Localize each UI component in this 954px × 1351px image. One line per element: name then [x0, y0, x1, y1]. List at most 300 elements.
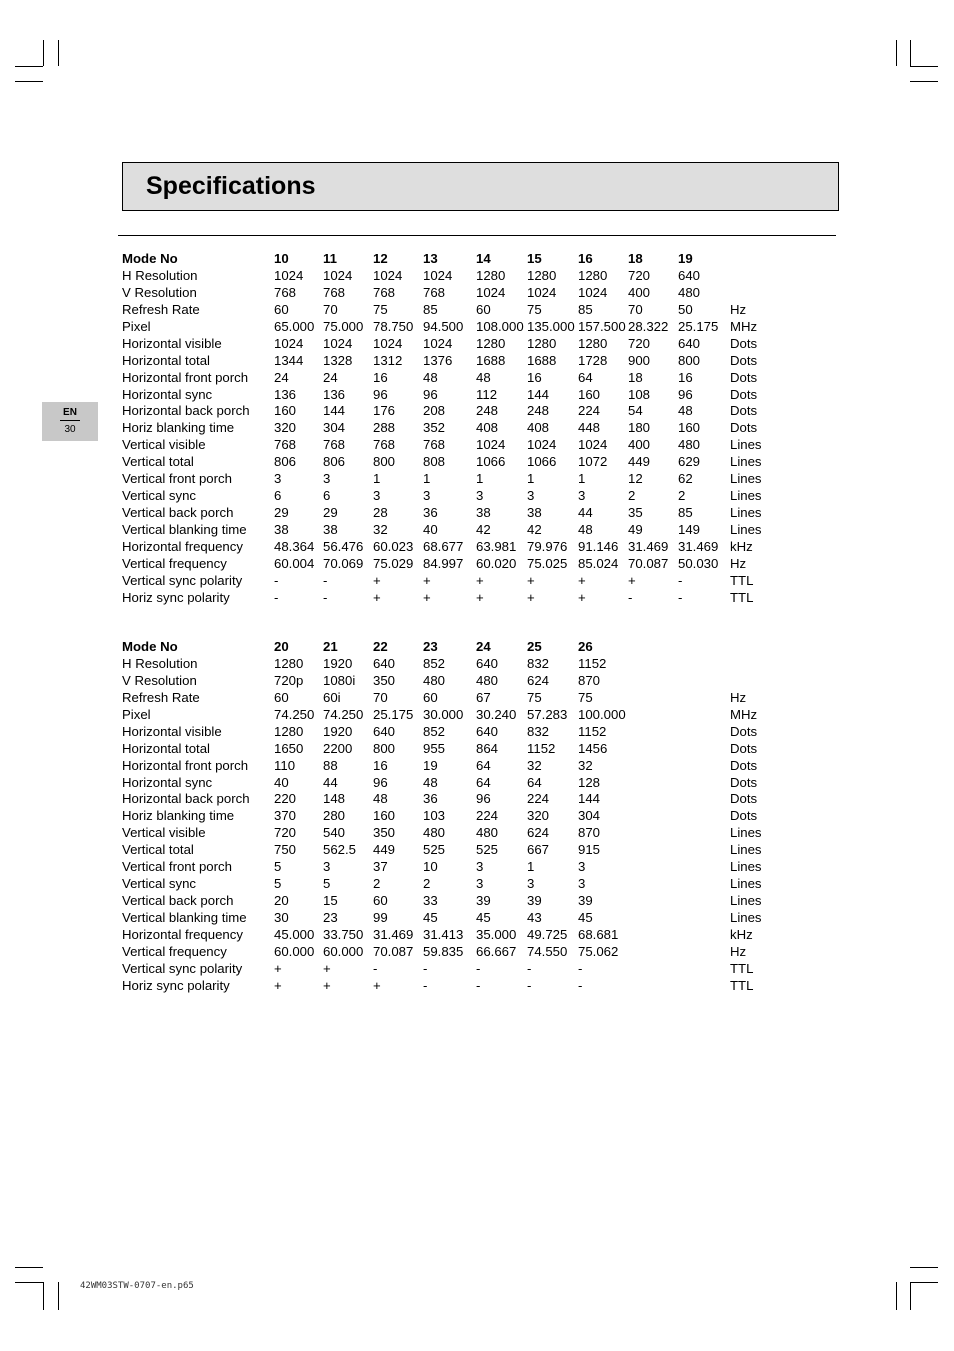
table-cell: 39 [476, 893, 491, 909]
table-cell: 6 [274, 488, 282, 504]
table-cell: 408 [476, 420, 499, 436]
table-cell: 852 [423, 723, 446, 739]
crop-mark [910, 66, 938, 67]
table-cell: 750 [274, 842, 297, 858]
table-cell: - [678, 589, 683, 605]
table-cell: 39 [527, 893, 542, 909]
table-cell: 60.000 [323, 943, 364, 959]
table-cell: + [323, 960, 331, 976]
table-cell: 1920 [323, 723, 353, 739]
table-cell: 1 [373, 471, 381, 487]
table-cell: 75 [527, 689, 542, 705]
row-label: Vertical back porch [122, 893, 234, 909]
table-cell: 31.413 [423, 926, 464, 942]
table-cell: 720 [274, 825, 297, 841]
table-cell: 38 [323, 522, 338, 537]
table-cell: 50.030 [678, 555, 719, 571]
table-cell: 1280 [274, 655, 304, 671]
table-cell: - [578, 960, 583, 976]
table-cell: 624 [527, 825, 550, 841]
unit-label: Lines [730, 522, 762, 537]
table-cell: 33.750 [323, 926, 364, 942]
crop-mark [15, 1267, 43, 1268]
table-cell: 768 [323, 437, 346, 453]
table-cell: 103 [423, 808, 446, 824]
table-cell: 1024 [373, 267, 403, 283]
unit-label: Lines [730, 893, 762, 909]
table-cell: 74.250 [274, 706, 315, 722]
row-label: Vertical visible [122, 825, 206, 841]
table-cell: 75 [578, 689, 593, 705]
table-cell: 1152 [527, 740, 556, 756]
table-cell: 44 [323, 774, 338, 790]
table-cell: 36 [423, 791, 438, 807]
table-cell: 32 [527, 757, 542, 773]
table-cell: 96 [373, 774, 388, 790]
table-cell: 176 [373, 403, 396, 419]
mode-number: 15 [527, 251, 542, 266]
unit-label: Dots [730, 386, 758, 402]
table-cell: 54 [628, 403, 643, 419]
table-cell: 62 [678, 471, 693, 487]
table-cell: 3 [476, 859, 484, 875]
table-cell: 37 [373, 859, 388, 875]
crop-mark [15, 1282, 43, 1283]
divider [118, 235, 836, 236]
table-cell: - [628, 589, 633, 605]
table-cell: 96 [678, 386, 693, 402]
table-cell: 99 [373, 910, 388, 925]
row-label: Horizontal frequency [122, 538, 243, 554]
row-label: H Resolution [122, 267, 198, 283]
table-cell: 23 [323, 910, 338, 925]
table-cell: 91.146 [578, 538, 619, 554]
row-label: Horiz blanking time [122, 420, 235, 436]
table-cell: 1024 [274, 335, 304, 351]
table-cell: + [274, 977, 282, 993]
table-cell: 350 [373, 825, 396, 841]
table-cell: + [423, 572, 431, 588]
table-cell: 1024 [323, 335, 353, 351]
table-cell: 48 [423, 774, 438, 790]
table-cell: 768 [423, 284, 446, 300]
unit-label: Lines [730, 454, 762, 470]
crop-mark [910, 1267, 938, 1268]
table-cell: 5 [323, 876, 331, 892]
crop-mark [43, 40, 44, 66]
table-cell: 96 [476, 791, 491, 807]
table-cell: 1280 [527, 335, 557, 351]
table-cell: 108 [628, 386, 651, 402]
table-cell: 5 [274, 859, 282, 875]
table-cell: + [527, 589, 535, 605]
unit-label: Dots [730, 740, 758, 756]
table-cell: - [527, 960, 532, 976]
table-cell: 1024 [423, 267, 453, 283]
row-label: Vertical blanking time [122, 522, 247, 537]
table-cell: 562.5 [323, 842, 357, 858]
unit-label: TTL [730, 589, 754, 605]
language-code: EN [63, 407, 77, 418]
table-cell: 1344 [274, 352, 304, 368]
table-cell: 449 [628, 454, 651, 470]
table-cell: 60.000 [274, 943, 315, 959]
table-cell: 1024 [476, 284, 506, 300]
table-cell: 800 [373, 740, 396, 756]
table-cell: 304 [578, 808, 601, 824]
table-cell: 540 [323, 825, 346, 841]
table-cell: 1280 [578, 267, 608, 283]
table-cell: 2 [678, 488, 686, 504]
table-cell: 1072 [578, 454, 608, 470]
row-label: Horizontal visible [122, 335, 222, 351]
table-cell: 35 [628, 505, 643, 521]
divider [60, 420, 80, 421]
table-cell: 64 [578, 369, 593, 385]
table-cell: 79.976 [527, 538, 568, 554]
table-cell: 50 [678, 301, 693, 317]
table-cell: 85 [423, 301, 438, 317]
table-cell: 1 [423, 471, 431, 487]
table-cell: 70 [373, 689, 388, 705]
table-cell: 915 [578, 842, 601, 858]
table-cell: 870 [578, 825, 601, 841]
table-cell: 15 [323, 893, 338, 909]
crop-mark [58, 40, 59, 66]
unit-label: Lines [730, 859, 762, 875]
table-cell: 160 [373, 808, 396, 824]
table-cell: 280 [323, 808, 346, 824]
table-cell: 480 [476, 825, 499, 841]
row-label: Vertical front porch [122, 471, 232, 487]
unit-label: Dots [730, 808, 758, 824]
table-cell: 85 [678, 505, 693, 521]
table-cell: 408 [527, 420, 550, 436]
unit-label: Lines [730, 488, 762, 504]
row-label: V Resolution [122, 672, 197, 688]
row-label: Vertical sync [122, 488, 197, 504]
table-cell: 180 [628, 420, 651, 436]
unit-label: kHz [730, 538, 753, 554]
table-cell: 480 [678, 437, 701, 453]
table-cell: 640 [373, 723, 396, 739]
table-cell: 1 [527, 859, 535, 875]
table-cell: 160 [274, 403, 297, 419]
table-cell: 1280 [476, 267, 506, 283]
mode-number: 12 [373, 251, 388, 266]
row-label: Horiz blanking time [122, 808, 235, 824]
table-cell: 28 [373, 505, 388, 521]
table-cell: 31.469 [628, 538, 669, 554]
table-cell: + [628, 572, 636, 588]
table-cell: 56.476 [323, 538, 364, 554]
table-cell: 25.175 [373, 706, 414, 722]
table-cell: 832 [527, 655, 550, 671]
table-cell: 45 [476, 910, 491, 925]
mode-number: 24 [476, 639, 491, 654]
table-cell: 768 [373, 284, 396, 300]
unit-label: Dots [730, 791, 758, 807]
table-cell: 136 [323, 386, 346, 402]
table-cell: 449 [373, 842, 396, 858]
mode-number: 20 [274, 639, 289, 654]
table-cell: 96 [423, 386, 438, 402]
table-cell: 1152 [578, 655, 607, 671]
table-cell: 667 [527, 842, 550, 858]
table-cell: 60.020 [476, 555, 517, 571]
table-cell: 70 [628, 301, 643, 317]
row-label: Mode No [122, 251, 178, 266]
table-cell: 48 [476, 369, 491, 385]
table-cell: 624 [527, 672, 550, 688]
table-cell: 45.000 [274, 926, 315, 942]
table-cell: 16 [678, 369, 693, 385]
table-cell: 74.250 [323, 706, 364, 722]
unit-label: TTL [730, 977, 754, 993]
table-cell: 128 [578, 774, 601, 790]
table-cell: 400 [628, 284, 651, 300]
table-cell: 94.500 [423, 318, 464, 334]
table-cell: 2 [628, 488, 636, 504]
table-cell: 29 [274, 505, 289, 521]
table-cell: 44 [578, 505, 593, 521]
table-cell: 157.500 [578, 318, 626, 334]
table-cell: - [373, 960, 378, 976]
table-cell: 66.667 [476, 943, 517, 959]
unit-label: Lines [730, 471, 762, 487]
unit-label: TTL [730, 960, 754, 976]
table-cell: 808 [423, 454, 446, 470]
table-cell: 3 [578, 488, 586, 504]
table-cell: 1024 [373, 335, 403, 351]
table-cell: 870 [578, 672, 601, 688]
table-cell: 640 [476, 655, 499, 671]
table-cell: 1024 [578, 284, 608, 300]
table-cell: 320 [274, 420, 297, 436]
table-cell: 16 [373, 369, 388, 385]
row-label: Vertical total [122, 454, 194, 470]
table-cell: 352 [423, 420, 446, 436]
table-cell: 304 [323, 420, 346, 436]
table-cell: 49 [628, 522, 643, 537]
table-cell: 480 [476, 672, 499, 688]
mode-number: 26 [578, 639, 593, 654]
table-cell: 60 [274, 689, 289, 705]
table-cell: 70.069 [323, 555, 364, 571]
table-cell: 88 [323, 757, 338, 773]
table-cell: 74.550 [527, 943, 568, 959]
table-cell: + [578, 572, 586, 588]
table-cell: 1024 [527, 284, 557, 300]
file-code: 42WM03STW-0707-en.p65 [80, 1281, 194, 1291]
row-label: Refresh Rate [122, 689, 200, 705]
table-cell: 30.240 [476, 706, 517, 722]
table-cell: 3 [476, 488, 484, 504]
crop-mark [910, 1282, 911, 1310]
row-label: Vertical visible [122, 437, 206, 453]
table-cell: 525 [423, 842, 446, 858]
table-cell: 1066 [527, 454, 557, 470]
table-cell: 160 [678, 420, 701, 436]
table-cell: 768 [323, 284, 346, 300]
table-cell: 208 [423, 403, 446, 419]
table-cell: 248 [527, 403, 550, 419]
unit-label: Lines [730, 825, 762, 841]
table-cell: 525 [476, 842, 499, 858]
table-cell: 33 [423, 893, 438, 909]
table-cell: 1024 [323, 267, 353, 283]
row-label: Pixel [122, 318, 151, 334]
table-cell: 1 [527, 471, 535, 487]
row-label: Vertical sync polarity [122, 960, 243, 976]
table-cell: - [274, 589, 279, 605]
row-label: Horiz sync polarity [122, 589, 230, 605]
row-label: Mode No [122, 639, 178, 654]
table-cell: 3 [476, 876, 484, 892]
unit-label: Lines [730, 842, 762, 858]
table-cell: 768 [274, 437, 297, 453]
table-cell: 12 [628, 471, 643, 487]
table-cell: 149 [678, 522, 701, 537]
crop-mark [15, 66, 43, 67]
table-cell: 60.004 [274, 555, 315, 571]
table-cell: 48 [578, 522, 593, 537]
table-cell: 1688 [476, 352, 506, 368]
table-cell: 806 [323, 454, 346, 470]
table-cell: 19 [423, 757, 438, 773]
unit-label: MHz [730, 706, 758, 722]
table-cell: 1376 [423, 352, 453, 368]
table-cell: 640 [678, 335, 701, 351]
table-cell: 480 [423, 825, 446, 841]
table-cell: 38 [274, 522, 289, 537]
table-cell: 75.025 [527, 555, 568, 571]
table-cell: 30.000 [423, 706, 464, 722]
table-cell: 32 [578, 757, 593, 773]
table-cell: 75.062 [578, 943, 619, 959]
crop-mark [58, 1282, 59, 1310]
table-cell: 3 [578, 876, 586, 892]
table-cell: 112 [476, 386, 498, 402]
table-cell: 320 [527, 808, 550, 824]
mode-number: 19 [678, 251, 693, 266]
table-cell: 2 [373, 876, 381, 892]
table-cell: 768 [274, 284, 297, 300]
mode-number: 13 [423, 251, 438, 266]
table-cell: 1152 [578, 723, 607, 739]
table-cell: 31.469 [678, 538, 719, 554]
table-cell: 2 [423, 876, 431, 892]
unit-label: Hz [730, 689, 747, 705]
table-cell: 42 [476, 522, 491, 537]
row-label: Horizontal back porch [122, 403, 250, 419]
mode-number: 14 [476, 251, 491, 266]
unit-label: Hz [730, 555, 747, 571]
crop-mark [43, 1282, 44, 1310]
row-label: V Resolution [122, 284, 197, 300]
table-cell: 3 [423, 488, 431, 504]
table-cell: 1312 [373, 352, 403, 368]
table-cell: - [423, 960, 428, 976]
table-cell: 75.029 [373, 555, 414, 571]
table-cell: 36 [423, 505, 438, 521]
row-label: Horizontal frequency [122, 926, 243, 942]
table-cell: + [578, 589, 586, 605]
page-title: Specifications [146, 172, 316, 200]
mode-number: 16 [578, 251, 593, 266]
table-cell: 38 [527, 505, 542, 521]
table-cell: 1066 [476, 454, 506, 470]
unit-label: Dots [730, 774, 758, 790]
table-cell: 148 [323, 791, 346, 807]
table-cell: 806 [274, 454, 297, 470]
table-cell: 370 [274, 808, 297, 824]
table-cell: 45 [578, 910, 593, 925]
table-cell: 39 [578, 893, 593, 909]
table-cell: 31.469 [373, 926, 414, 942]
table-cell: - [578, 977, 583, 993]
table-cell: 24 [274, 369, 289, 385]
row-label: Horiz sync polarity [122, 977, 230, 993]
table-cell: 48 [678, 403, 693, 419]
row-label: Vertical front porch [122, 859, 232, 875]
unit-label: Dots [730, 723, 758, 739]
table-cell: 6 [323, 488, 331, 504]
table-cell: + [373, 589, 381, 605]
table-cell: 28.322 [628, 318, 669, 334]
table-cell: 720 [628, 267, 651, 283]
table-cell: 768 [423, 437, 446, 453]
table-cell: 1280 [476, 335, 506, 351]
table-cell: 49.725 [527, 926, 568, 942]
table-cell: 29 [323, 505, 338, 521]
table-cell: 480 [423, 672, 446, 688]
table-cell: 1328 [323, 352, 353, 368]
table-cell: 224 [476, 808, 499, 824]
table-cell: 400 [628, 437, 651, 453]
table-cell: 110 [274, 757, 296, 773]
table-cell: 60.023 [373, 538, 414, 554]
table-cell: 900 [628, 352, 651, 368]
unit-label: Lines [730, 437, 762, 453]
table-cell: 1024 [423, 335, 453, 351]
table-cell: - [527, 977, 532, 993]
table-cell: + [323, 977, 331, 993]
table-cell: 100.000 [578, 706, 626, 722]
table-cell: - [476, 977, 481, 993]
table-cell: 48.364 [274, 538, 315, 554]
table-cell: 1728 [578, 352, 608, 368]
table-cell: 85.024 [578, 555, 619, 571]
table-cell: 32 [373, 522, 388, 537]
table-cell: 45 [423, 910, 438, 925]
table-cell: 1920 [323, 655, 353, 671]
language-tab [42, 402, 98, 441]
table-cell: 448 [578, 420, 601, 436]
unit-label: Hz [730, 301, 747, 317]
table-cell: 800 [678, 352, 701, 368]
table-cell: 350 [373, 672, 396, 688]
row-label: Vertical sync polarity [122, 572, 243, 588]
table-cell: 20 [274, 893, 289, 909]
table-cell: - [678, 572, 683, 588]
table-cell: 3 [323, 859, 331, 875]
crop-mark [896, 1282, 897, 1310]
table-cell: + [373, 977, 381, 993]
table-cell: 3 [274, 471, 282, 487]
table-cell: 96 [373, 386, 388, 402]
row-label: Refresh Rate [122, 301, 200, 317]
